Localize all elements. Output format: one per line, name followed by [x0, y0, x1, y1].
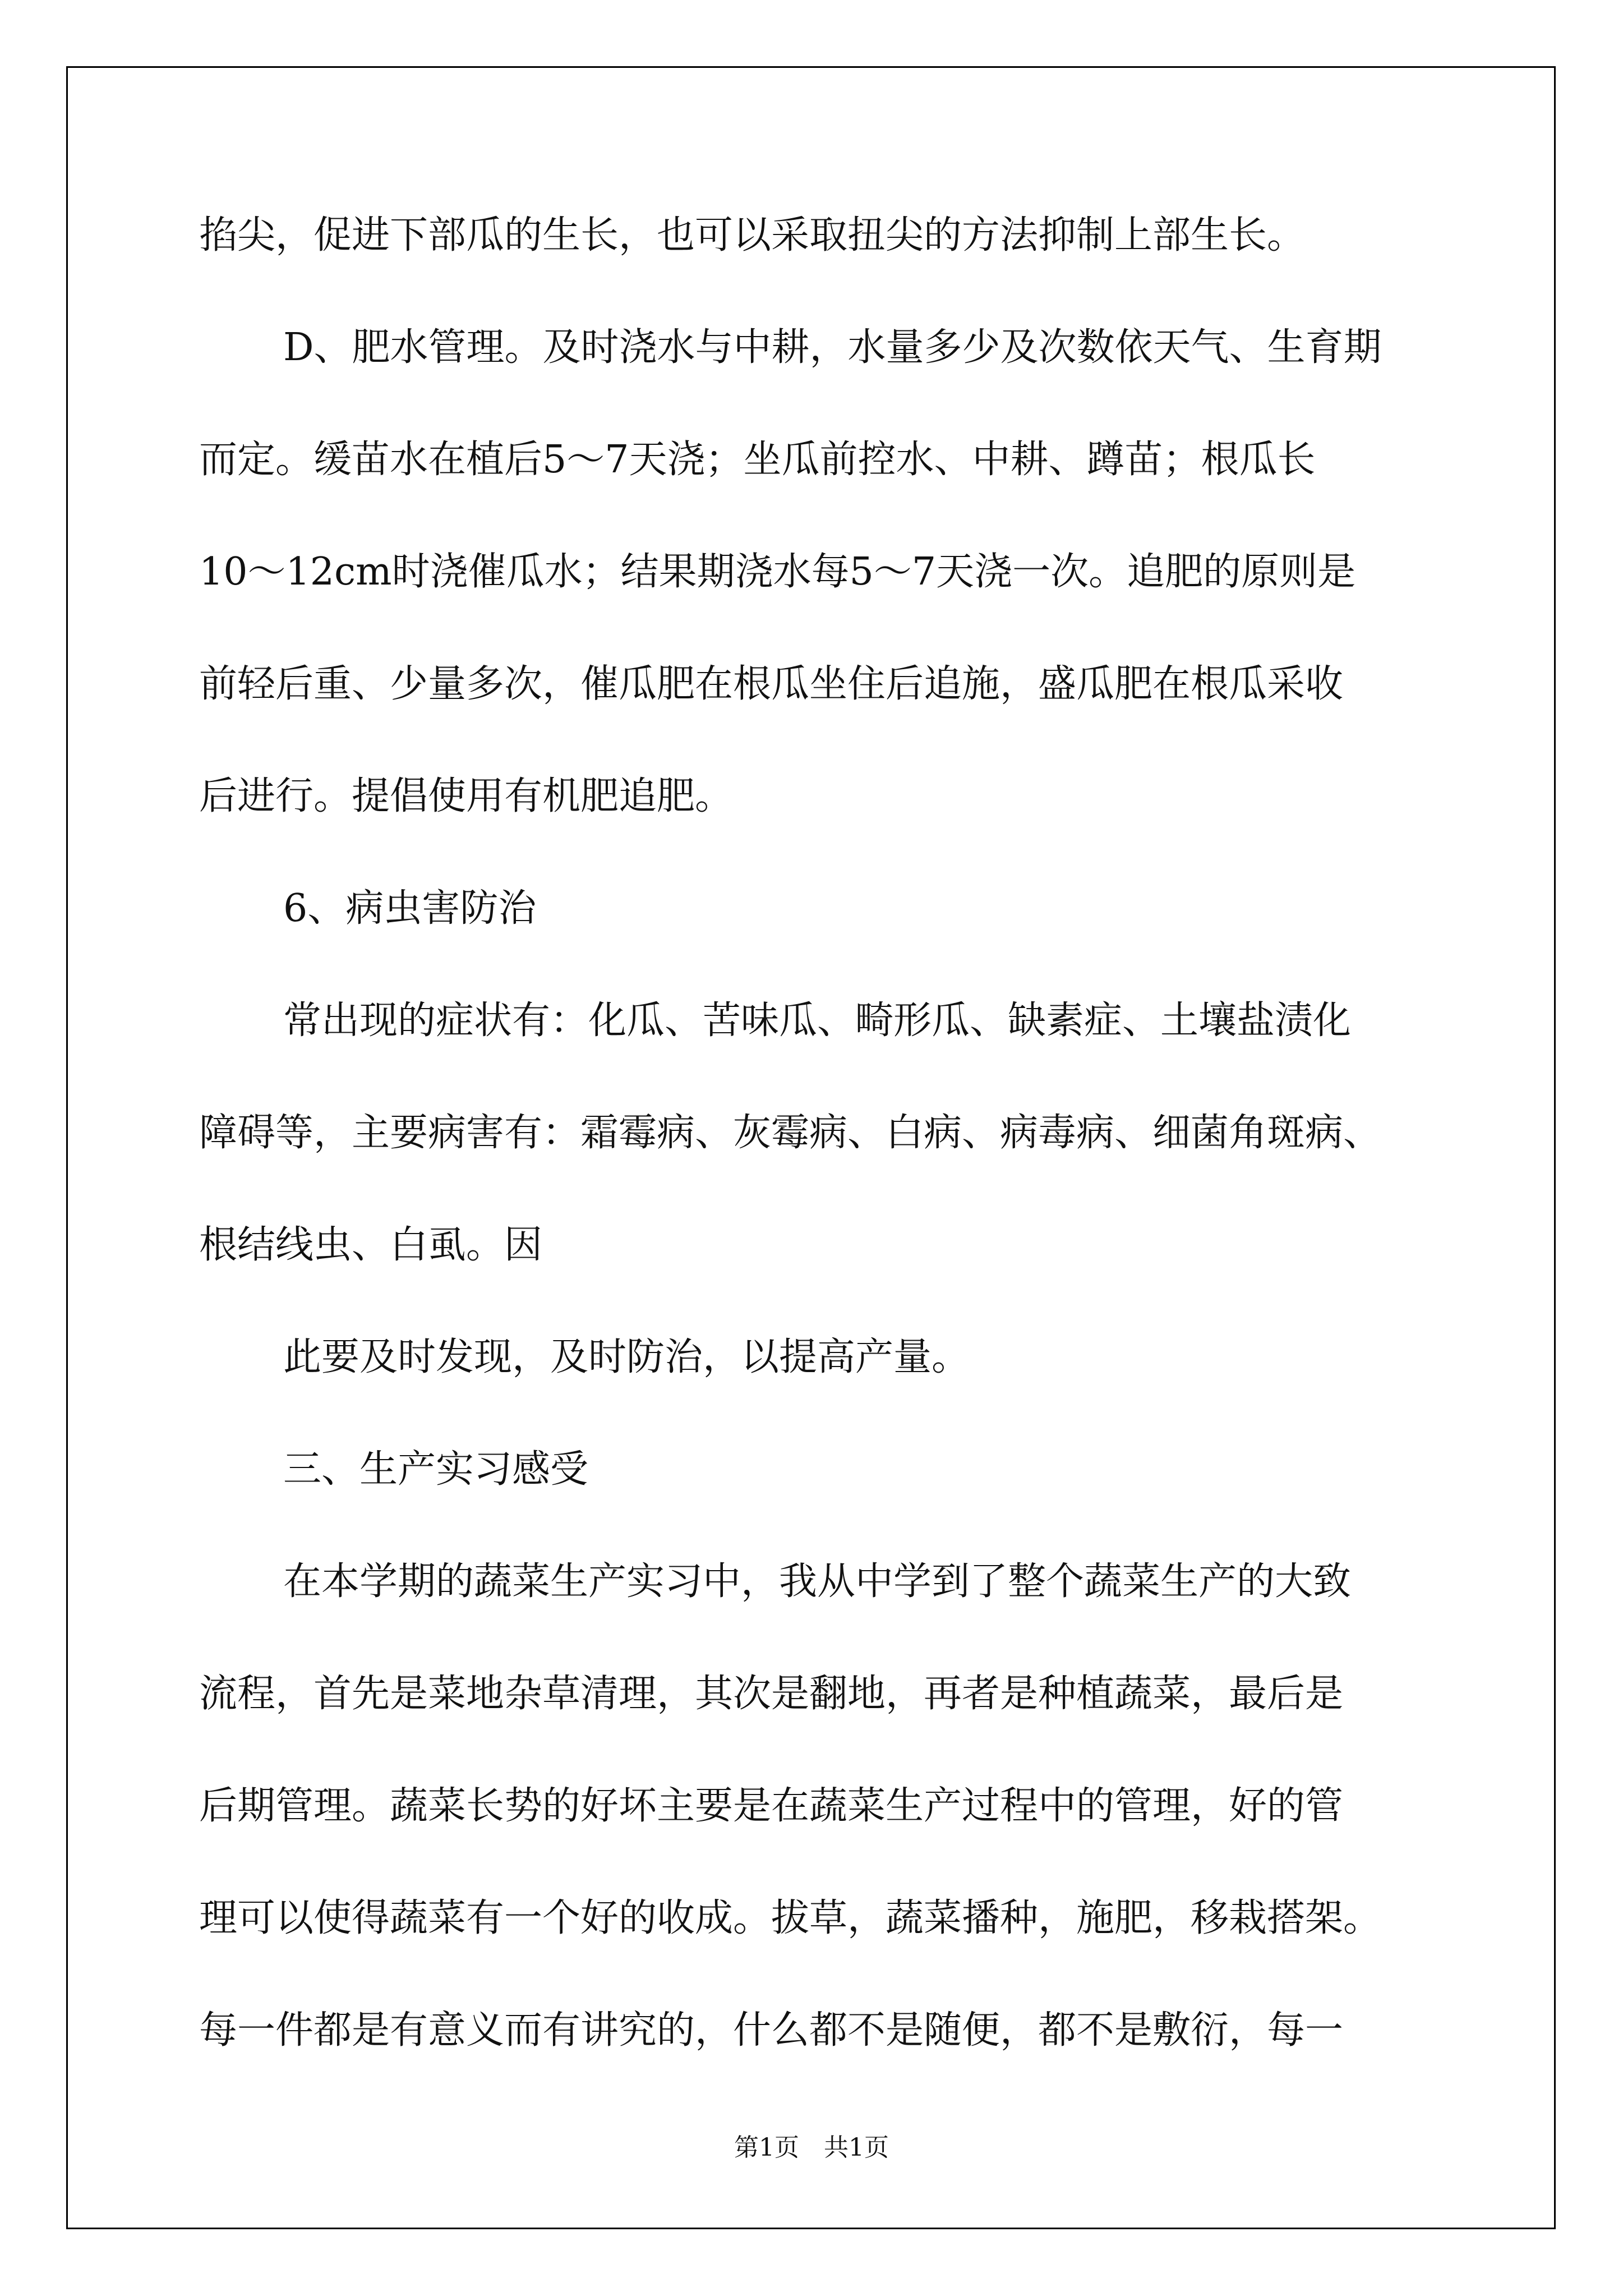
text-line: 此要及时发现，及时防治，以提高产量。 [283, 1335, 970, 1379]
text-line: 后期管理。蔬菜长势的好坏主要是在蔬菜生产过程中的管理，好的管 [199, 1784, 1344, 1828]
page-footer: 第1页 共1页 [734, 2133, 889, 2162]
text-line: 前轻后重、少量多次，催瓜肥在根瓜坐住后追施，盛瓜肥在根瓜采收 [199, 662, 1344, 706]
text-line: D、肥水管理。及时浇水与中耕，水量多少及次数依天气、生育期 [283, 325, 1382, 370]
text-line: 流程，首先是菜地杂草清理，其次是翻地，再者是种植蔬菜，最后是 [199, 1672, 1344, 1716]
text-line: 理可以使得蔬菜有一个好的收成。拔草，蔬菜播种，施肥，移栽搭架。 [199, 1896, 1382, 1940]
text-line: 常出现的症状有：化瓜、苦味瓜、畸形瓜、缺素症、土壤盐渍化 [283, 999, 1352, 1043]
text-line: 而定。缓苗水在植后5～7天浇；坐瓜前控水、中耕、蹲苗；根瓜长 [199, 438, 1316, 482]
section-heading: 三、生产实习感受 [283, 1447, 589, 1492]
text-line: 10～12cm时浇催瓜水；结果期浇水每5～7天浇一次。追肥的原则是 [199, 550, 1356, 594]
text-line: 根结线虫、白虱。因 [199, 1223, 543, 1267]
text-line: 每一件都是有意义而有讲究的，什么都不是随便，都不是敷衍，每一 [199, 2008, 1344, 2053]
text-line: 在本学期的蔬菜生产实习中，我从中学到了整个蔬菜生产的大致 [283, 1559, 1352, 1604]
text-line: 障碍等，主要病害有：霜霉病、灰霉病、白病、病毒病、细菌角斑病、 [199, 1111, 1382, 1155]
text-line: 后进行。提倡使用有机肥追肥。 [199, 774, 734, 818]
text-line: 掐尖，促进下部瓜的生长，也可以采取扭尖的方法抑制上部生长。 [199, 213, 1306, 257]
section-heading: 6、病虫害防治 [283, 886, 537, 931]
